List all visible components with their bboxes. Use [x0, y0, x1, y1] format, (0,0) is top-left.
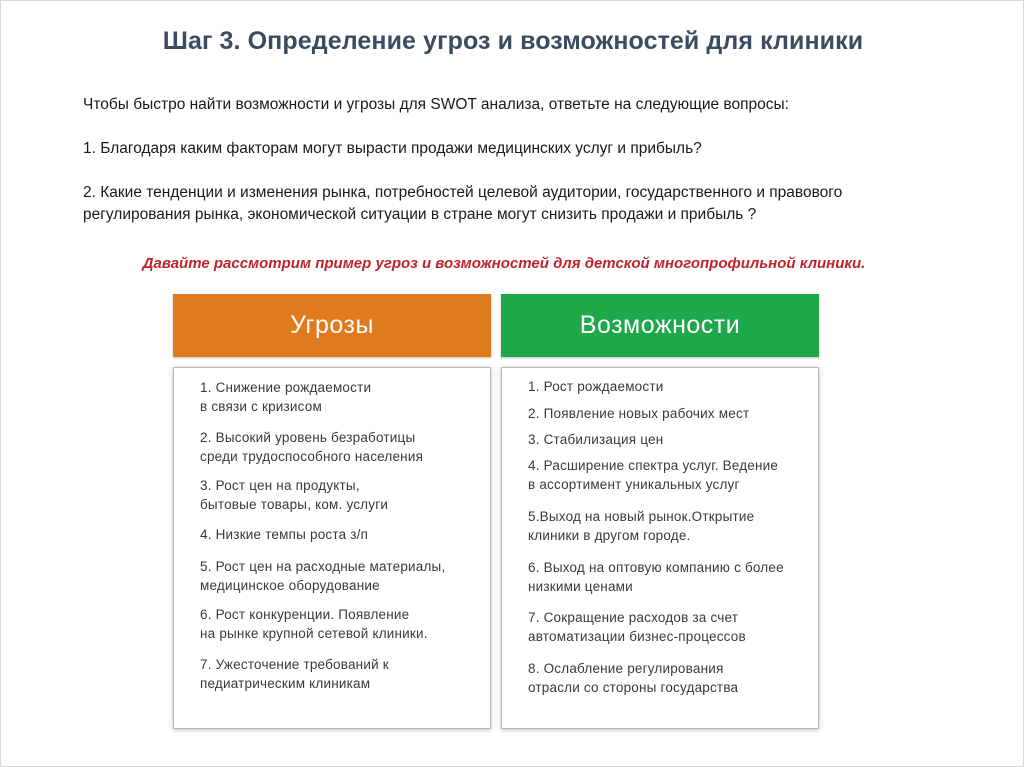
opportunity-item-1-line-1: 1. Рост рождаемости — [528, 379, 664, 394]
threat-item-2-line-1: 2. Высокий уровень безработицы — [200, 430, 416, 445]
threats-header — [173, 294, 491, 357]
threat-item-4-line-1: 4. Низкие темпы роста з/п — [200, 527, 369, 542]
opportunity-item-5-line-1: 5.Выход на новый рынок.Открытие — [528, 509, 755, 524]
threat-item-3 — [200, 477, 388, 514]
opportunity-item-5 — [528, 508, 754, 545]
opportunity-item-7-line-1: 7. Сокращение расходов за счет — [528, 610, 739, 625]
opportunity-item-6-line-1: 6. Выход на оптовую компанию с более — [528, 560, 784, 575]
opportunity-item-7-line-2: автоматизации бизнес-процессов — [528, 628, 746, 644]
threat-item-1 — [200, 379, 371, 416]
question-2-line-1: 2. Какие тенденции и изменения рынка, потребностей целевой аудитории, государственного и правового — [83, 184, 843, 201]
opportunity-item-6 — [528, 559, 784, 596]
threat-item-3-line-1: 3. Рост цен на продукты, — [200, 478, 360, 493]
threats-list — [173, 367, 491, 729]
threat-item-2-line-2: среди трудоспособного населения — [200, 448, 424, 464]
threat-item-5-line-1: 5. Рост цен на расходные материалы, — [200, 559, 446, 574]
question-2 — [83, 182, 963, 226]
opportunity-item-1 — [528, 378, 663, 397]
threat-item-5-line-2: медицинское оборудование — [200, 577, 380, 593]
threat-item-7-line-2: педиатрическим клиникам — [200, 675, 371, 691]
opportunity-item-4-line-1: 4. Расширение спектра услуг. Ведение — [528, 458, 779, 473]
opportunity-item-6-line-2: низкими ценами — [528, 578, 633, 594]
threat-item-6-line-2: на рынке крупной сетевой клиники. — [200, 625, 428, 641]
threat-item-6-line-1: 6. Рост конкуренции. Появление — [200, 607, 410, 622]
threat-item-1-line-1: 1. Снижение рождаемости — [200, 380, 372, 395]
opportunity-item-5-line-2: клиники в другом городе. — [528, 527, 691, 543]
threat-item-1-line-2: в связи с кризисом — [200, 398, 322, 414]
threat-item-7-line-1: 7. Ужесточение требований к — [200, 657, 389, 672]
threat-item-4 — [200, 526, 368, 545]
opportunity-item-3 — [528, 431, 663, 450]
opportunity-item-3-line-1: 3. Стабилизация цен — [528, 432, 664, 447]
opportunity-item-8-line-2: отрасли со стороны государства — [528, 679, 739, 695]
intro-text: Чтобы быстро найти возможности и угрозы для SWOT анализа, ответьте на следующие вопросы: — [83, 96, 789, 113]
question-1: 1. Благодаря каким факторам могут вырасти продажи медицинских услуг и прибыль? — [83, 140, 702, 157]
opportunity-item-2 — [528, 405, 749, 424]
threats-header-label: Угрозы — [290, 311, 374, 339]
threat-item-7 — [200, 656, 389, 693]
opportunity-item-4-line-2: в ассортимент уникальных услуг — [528, 476, 740, 492]
opportunities-header — [501, 294, 819, 357]
page-title: Шаг 3. Определение угроз и возможностей для клиники — [162, 27, 864, 55]
opportunities-header-label: Возможности — [579, 311, 741, 339]
opportunity-item-2-line-1: 2. Появление новых рабочих мест — [528, 406, 750, 421]
question-2-line-2: регулирования рынка, экономической ситуации в стране могут снизить продажи и прибыль ? — [83, 206, 757, 223]
threat-item-5 — [200, 558, 445, 595]
threat-item-3-line-2: бытовые товары, ком. услуги — [200, 496, 389, 512]
opportunity-item-7 — [528, 609, 746, 646]
example-heading: Давайте рассмотрим пример угроз и возможностей для детской многопрофильной клиники. — [142, 255, 866, 272]
opportunity-item-8-line-1: 8. Ослабление регулирования — [528, 661, 724, 676]
opportunity-item-4 — [528, 457, 778, 494]
opportunity-item-8 — [528, 660, 738, 697]
threat-item-6 — [200, 606, 428, 643]
threat-item-2 — [200, 429, 423, 466]
opportunities-list — [501, 367, 819, 729]
